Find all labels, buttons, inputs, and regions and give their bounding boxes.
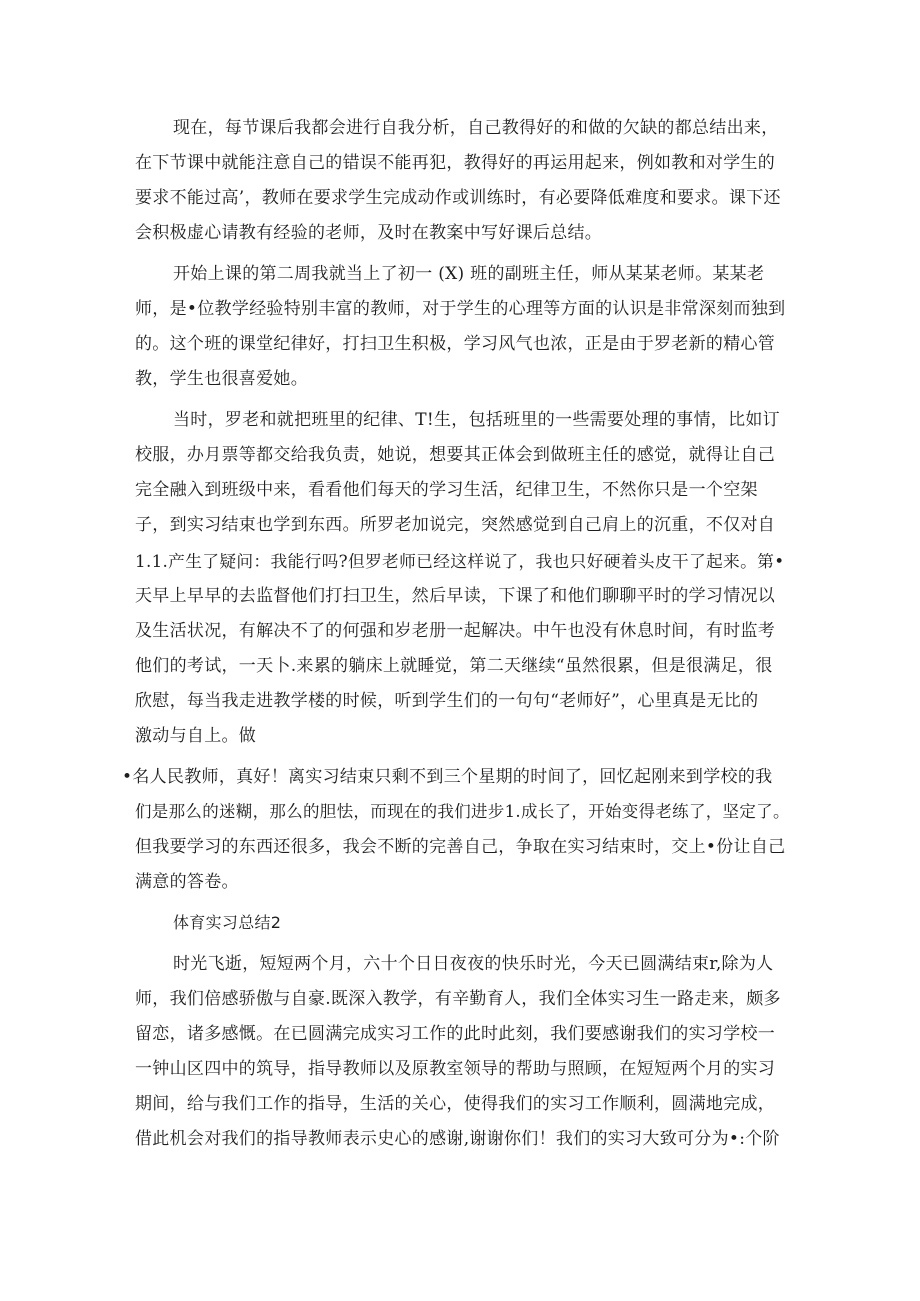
paragraph-1-line-4: 会积极虚心请教有经验的老师，及时在教案中写好课后总结。 xyxy=(135,223,603,243)
paragraph-3-line-5: 1.1.产生了疑问：我能行吗?但罗老师已经这样说了，我也只好硬着头皮干了起来。第• xyxy=(135,551,785,571)
paragraph-1-line-2: 在下节课中就能注意自己的错误不能再犯，教得好的再运用起来，例如教和对学生的 xyxy=(135,153,776,173)
paragraph-5-line-5: 期间，给与我们工作的指导，生活的关心，使得我们的实习工作顺利，圆满地完成， xyxy=(135,1094,776,1114)
paragraph-2-line-4: 教，学生也很喜爱她。 xyxy=(135,369,308,389)
paragraph-4-line-2: 们是那么的迷糊，那么的胆怯，而现在的我们进步1.成长了，开始变得老练了，坚定了。 xyxy=(135,802,790,821)
paragraph-5-line-6: 借此机会对我们的指导教师表示史心的感谢,谢谢你们！我们的实习大致可分为•:个阶 xyxy=(135,1129,780,1149)
paragraph-5-line-3: 留恋，诸多感慨。在已圆满完成实习工作的此时此刻，我们要感谢我们的实习学校一 xyxy=(135,1024,776,1044)
paragraph-3-line-10: 激动与自上。做 xyxy=(135,726,257,746)
paragraph-3-line-2: 校服，办月票等都交给我负责，她说，想要其正体会到做班主任的感觉，就得让自己 xyxy=(135,445,776,465)
paragraph-5-line-1: 时光飞逝，短短两个月，六十个日日夜夜的快乐时光，今天已圆满结束r,除为人 xyxy=(173,954,774,974)
paragraph-3-line-6: 天早上早早的去监督他们打扫卫生，然后早读，下课了和他们聊聊平时的学习情况以 xyxy=(135,586,776,606)
paragraph-3-line-7: 及生活状况，有解决不了的何强和岁老册一起解决。中午也没有休息时间，有时监考 xyxy=(135,621,776,641)
paragraph-2-line-1: 开始上课的第二周我就当上了初一 (X) 班的副班主任，师从某某老师。某某老 xyxy=(173,264,765,284)
paragraph-3-line-4: 子，到实习结束也学到东西。所罗老加说完，突然感觉到自己肩上的沉重，不仅对自 xyxy=(135,515,776,535)
paragraph-4-line-1: •名人民教师，真好！离实习结束只剩不到三个星期的时间了，回忆起刚来到学校的我 xyxy=(122,767,773,787)
paragraph-4-line-3: 但我要学习的东西还很多，我会不断的完善自己，争取在实习结束时，交上•份让自己 xyxy=(135,837,786,857)
paragraph-5-line-4: 一钟山区四中的筑导，指导教师以及原教室领导的帮助与照顾，在短短两个月的实习 xyxy=(135,1059,776,1079)
paragraph-2-line-3: 的。这个班的课堂纪律好，打扫卫生积极，学习风气也浓，正是由于罗老新的精心管 xyxy=(135,334,776,354)
paragraph-5-line-2: 师，我们倍感骄傲与自豪.既深入教学，有辛勤育人，我们全体实习生一路走来，颇多 xyxy=(135,989,781,1009)
paragraph-3-line-1: 当时，罗老和就把班里的纪律、T!生，包括班里的一些需要处理的事情，比如订 xyxy=(173,410,780,430)
paragraph-1-line-3: 要求不能过高’，教师在要求学生完成动作或训练时，有必要降低难度和要求。课下还 xyxy=(135,188,781,208)
paragraph-3-line-8: 他们的考试，一天卜.来累的躺床上就睡觉，第二天继续“虽然很累，但是很满足，很 xyxy=(135,656,773,676)
paragraph-3-line-3: 完全融入到班级中来，看看他们每天的学习生活，纪律卫生，不然你只是一个空架 xyxy=(135,480,758,500)
section-heading: 体育实习总结2 xyxy=(173,913,282,932)
paragraph-2-line-2: 师，是•位教学经验特别丰富的教师，对于学生的心理等方面的认识是非常深刻而独到 xyxy=(135,299,786,319)
paragraph-3-line-9: 欣慰，每当我走进教学楼的时候，听到学生们的一句句“老师好”，心里真是无比的 xyxy=(135,691,759,711)
paragraph-1-line-1: 现在，每节课后我都会进行自我分析，自己教得好的和做的欠缺的都总结出来， xyxy=(173,118,779,138)
paragraph-4-line-4: 满意的答卷。 xyxy=(135,872,239,892)
